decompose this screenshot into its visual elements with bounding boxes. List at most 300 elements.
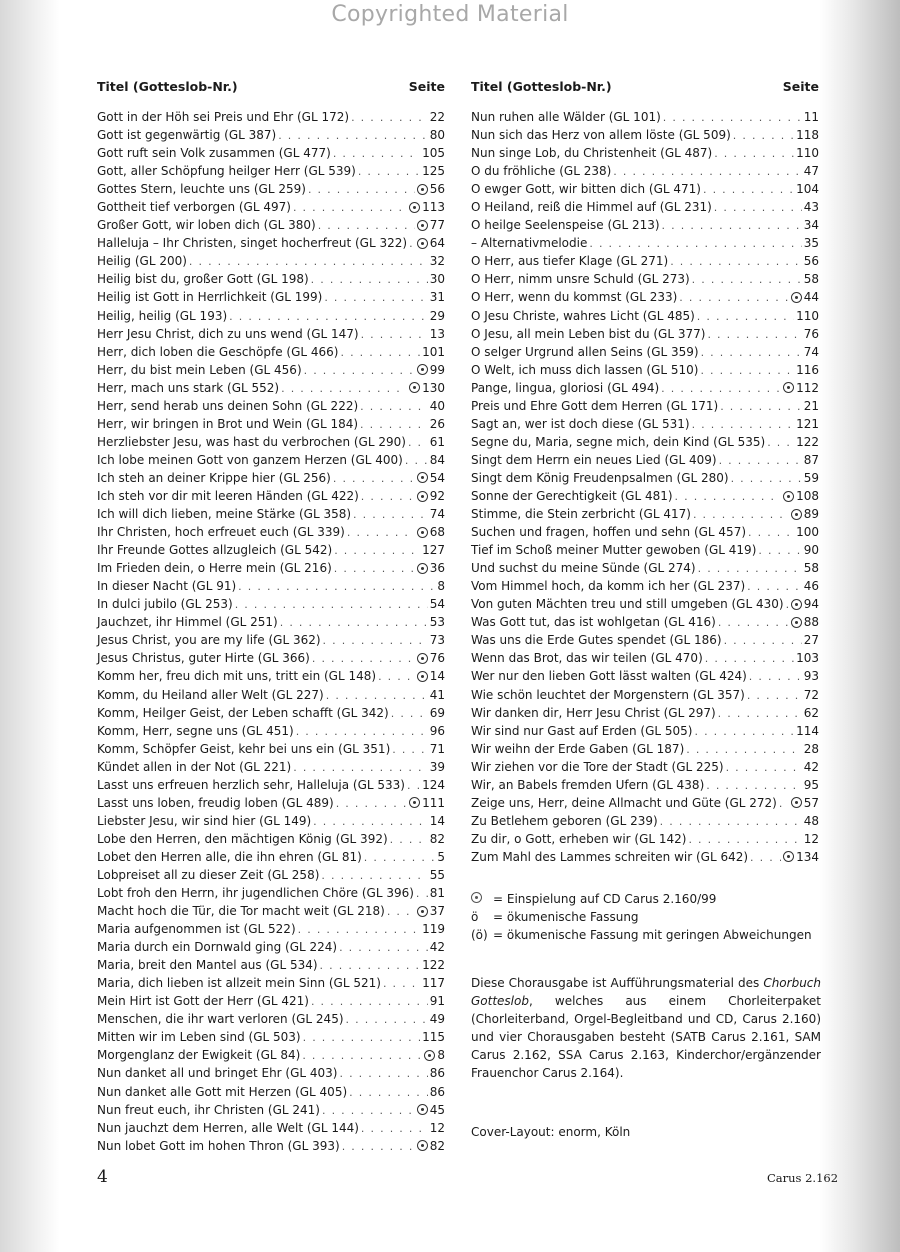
index-entry xyxy=(471,144,819,162)
entry-title: Sagt an, wer ist doch diese (GL 531) xyxy=(471,416,690,431)
entry-page: 115 xyxy=(422,1030,445,1045)
entry-page: 119 xyxy=(422,922,445,937)
index-entry xyxy=(471,776,819,794)
entry-page: 71 xyxy=(429,741,445,756)
dot-leader xyxy=(706,777,801,795)
dot-leader xyxy=(318,217,415,235)
entry-page: 27 xyxy=(803,633,819,648)
index-entry xyxy=(471,252,819,270)
entry-page: 96 xyxy=(429,723,445,738)
entry-title: Nun danket all und bringet Ehr (GL 403) xyxy=(97,1066,338,1081)
entry-page: 93 xyxy=(803,669,819,684)
entry-title: Herr, dich loben die Geschöpfe (GL 466) xyxy=(97,344,339,359)
entry-title: Mitten wir im Leben sind (GL 503) xyxy=(97,1030,301,1045)
entry-title: Ich steh vor dir mit leeren Händen (GL 422) xyxy=(97,488,359,503)
dot-leader xyxy=(786,596,789,614)
entry-page: 73 xyxy=(429,633,445,648)
entry-title: O ewger Gott, wir bitten dich (GL 471) xyxy=(471,182,701,197)
entry-page: 103 xyxy=(796,651,819,666)
index-entry xyxy=(97,162,445,180)
entry-page: 58 xyxy=(803,272,819,287)
entry-title: Und suchst du meine Sünde (GL 274) xyxy=(471,561,696,576)
entry-title: O Welt, ich muss dich lassen (GL 510) xyxy=(471,362,699,377)
entry-page: 104 xyxy=(796,182,819,197)
index-entry xyxy=(97,325,445,343)
dot-leader xyxy=(747,687,802,705)
entry-page: 100 xyxy=(796,525,819,540)
entry-title: Komm, du Heiland aller Welt (GL 227) xyxy=(97,687,324,702)
index-entry xyxy=(97,343,445,361)
legend-text: = ökumenische Fassung mit geringen Abweichungen xyxy=(493,928,812,942)
legend xyxy=(471,890,812,944)
entry-page: 122 xyxy=(422,958,445,973)
entry-page: 125 xyxy=(422,164,445,179)
entry-page: 117 xyxy=(422,976,445,991)
entry-title: O heilge Seelenspeise (GL 213) xyxy=(471,218,660,233)
entry-page: 110 xyxy=(796,308,819,323)
dot-leader xyxy=(280,614,428,632)
index-entry xyxy=(471,126,819,144)
entry-page: 43 xyxy=(803,200,819,215)
entry-page: 124 xyxy=(422,777,445,792)
entry-page: 62 xyxy=(803,705,819,720)
entry-page: 34 xyxy=(803,218,819,233)
entry-title: In dulci jubilo (GL 253) xyxy=(97,597,233,612)
entry-page: 8 xyxy=(437,579,445,594)
entry-title: Komm, Heilger Geist, der Leben schafft (GL 342) xyxy=(97,705,389,720)
index-entry xyxy=(471,162,819,180)
dot-leader xyxy=(408,434,428,452)
entry-title: Heilig bist du, großer Gott (GL 198) xyxy=(97,272,309,287)
entry-title: Nun singe Lob, du Christenheit (GL 487) xyxy=(471,146,713,161)
dot-leader xyxy=(779,795,789,813)
entry-title: Wie schön leuchtet der Morgenstern (GL 357) xyxy=(471,687,745,702)
entry-title: Maria, breit den Mantel aus (GL 534) xyxy=(97,958,318,973)
dot-leader xyxy=(353,506,428,524)
index-column-left xyxy=(97,78,445,1155)
index-entry xyxy=(97,830,445,848)
entry-title: Lasst uns loben, freudig loben (GL 489) xyxy=(97,795,334,810)
cd-icon xyxy=(791,599,802,610)
entry-page: 94 xyxy=(803,597,819,612)
dot-leader xyxy=(686,741,801,759)
cd-icon xyxy=(791,617,802,628)
dot-leader xyxy=(731,470,802,488)
entry-title: Im Frieden dein, o Herre mein (GL 216) xyxy=(97,561,332,576)
entry-title: Herr, mach uns stark (GL 552) xyxy=(97,380,280,395)
entry-title: Nun sich das Herz von allem löste (GL 509) xyxy=(471,128,731,143)
entry-page: 58 xyxy=(803,561,819,576)
entry-page: 130 xyxy=(422,380,445,395)
entry-page: 45 xyxy=(429,1102,445,1117)
entry-title: Liebster Jesu, wir sind hier (GL 149) xyxy=(97,813,312,828)
entry-title: Jesus Christ, you are my life (GL 362) xyxy=(97,633,321,648)
legend-row xyxy=(471,890,812,908)
index-entry xyxy=(471,379,819,397)
cd-icon xyxy=(791,509,802,520)
entry-page: 11 xyxy=(803,110,819,124)
entry-title: O Jesu, all mein Leben bist du (GL 377) xyxy=(471,326,706,341)
dot-leader xyxy=(750,849,781,867)
index-entry xyxy=(471,704,819,722)
cd-icon xyxy=(417,472,428,483)
entry-title: Wir, an Babels fremden Ufern (GL 438) xyxy=(471,777,705,792)
index-entry xyxy=(97,938,445,956)
index-entry xyxy=(471,415,819,433)
dot-leader xyxy=(692,271,802,289)
entry-page: 95 xyxy=(803,777,819,792)
entry-page: 55 xyxy=(429,867,445,882)
index-entry xyxy=(97,667,445,685)
index-entry xyxy=(471,397,819,415)
entry-title: Maria durch ein Dornwald ging (GL 224) xyxy=(97,940,338,955)
entry-title: – Alternativmelodie xyxy=(471,236,588,251)
dot-leader xyxy=(312,650,415,668)
note-text-1: Diese Chorausgabe ist Aufführungsmaterial des xyxy=(471,976,764,990)
dot-leader xyxy=(238,578,435,596)
entry-page: 14 xyxy=(429,669,445,684)
entry-page: 36 xyxy=(429,561,445,576)
cd-icon xyxy=(471,892,482,903)
entry-title: Herr Jesu Christ, dich zu uns wend (GL 147) xyxy=(97,326,359,341)
entry-title: O du fröhliche (GL 238) xyxy=(471,164,612,179)
dot-leader xyxy=(758,542,801,560)
entry-page: 113 xyxy=(422,200,445,215)
dot-leader xyxy=(694,723,794,741)
entry-page: 114 xyxy=(796,723,819,738)
entry-page: 91 xyxy=(429,994,445,1009)
index-entry xyxy=(97,866,445,884)
entry-page: 12 xyxy=(429,1120,445,1135)
entry-title: In dieser Nacht (GL 91) xyxy=(97,579,237,594)
entry-title: Komm, Herr, segne uns (GL 451) xyxy=(97,723,294,738)
dot-leader xyxy=(346,1011,428,1029)
dot-leader xyxy=(361,488,415,506)
entry-page: 41 xyxy=(429,687,445,702)
index-entry xyxy=(97,776,445,794)
entry-title: Halleluja – Ihr Christen, singet hocherfreut (GL 322) xyxy=(97,236,408,251)
entry-title: Nun danket alle Gott mit Herzen (GL 405) xyxy=(97,1084,348,1099)
entry-title: Gott ist gegenwärtig (GL 387) xyxy=(97,128,277,143)
entry-page: 86 xyxy=(429,1066,445,1081)
dot-leader xyxy=(663,109,802,127)
entry-page: 14 xyxy=(429,813,445,828)
entry-title: Herzliebster Jesu, was hast du verbrochen (GL 290) xyxy=(97,434,406,449)
entry-page: 127 xyxy=(422,543,445,558)
entry-title: O Herr, wenn du kommst (GL 233) xyxy=(471,290,678,305)
dot-leader xyxy=(688,831,801,849)
entry-title: Heilig (GL 200) xyxy=(97,254,187,269)
index-entry xyxy=(97,559,445,577)
index-entry xyxy=(97,234,445,252)
index-entry xyxy=(97,884,445,902)
entry-title: Wenn das Brot, das wir teilen (GL 470) xyxy=(471,651,703,666)
entry-page: 111 xyxy=(422,795,445,810)
index-entry xyxy=(471,469,819,487)
dot-leader xyxy=(718,614,789,632)
dot-leader xyxy=(334,560,415,578)
entry-title: Pange, lingua, gloriosi (GL 494) xyxy=(471,380,660,395)
entry-title: Was uns die Erde Gutes spendet (GL 186) xyxy=(471,633,722,648)
cd-icon xyxy=(409,202,420,213)
entry-page: 76 xyxy=(803,326,819,341)
index-entry xyxy=(471,649,819,667)
entry-page: 112 xyxy=(796,380,819,395)
index-entry xyxy=(471,487,819,505)
index-entry xyxy=(97,920,445,938)
index-entry xyxy=(97,541,445,559)
dot-leader xyxy=(703,181,794,199)
index-entry xyxy=(97,361,445,379)
entry-title: Was Gott tut, das ist wohlgetan (GL 416) xyxy=(471,615,716,630)
entry-page: 76 xyxy=(429,651,445,666)
index-entry xyxy=(97,487,445,505)
dot-leader xyxy=(302,1047,422,1065)
cd-icon xyxy=(417,238,428,249)
index-entry xyxy=(471,722,819,740)
entry-title: Lobpreiset all zu dieser Zeit (GL 258) xyxy=(97,867,320,882)
index-entry xyxy=(97,794,445,812)
page-number: 4 xyxy=(97,1167,108,1187)
dot-leader xyxy=(340,1065,428,1083)
entry-list-right xyxy=(471,108,819,866)
entry-title: Ich will dich lieben, meine Stärke (GL 358) xyxy=(97,507,352,522)
dot-leader xyxy=(349,1084,428,1102)
entry-page: 37 xyxy=(429,904,445,919)
column-header-page: Seite xyxy=(782,79,819,94)
entry-page: 8 xyxy=(437,1048,445,1063)
entry-title: Segne du, Maria, segne mich, dein Kind (GL 535) xyxy=(471,434,766,449)
note-book-title: Chorbuch Gotteslob xyxy=(471,976,821,1008)
dot-leader xyxy=(361,1120,428,1138)
entry-page: 54 xyxy=(429,597,445,612)
entry-title: Heilig, heilig (GL 193) xyxy=(97,308,228,323)
index-entry xyxy=(97,379,445,397)
dot-leader xyxy=(322,1102,415,1120)
entry-page: 48 xyxy=(803,813,819,828)
index-entry xyxy=(97,1119,445,1137)
entry-title: Wer nur den lieben Gott lässt walten (GL 424) xyxy=(471,669,747,684)
index-entry xyxy=(471,198,819,216)
index-entry xyxy=(471,451,819,469)
dot-leader xyxy=(296,723,428,741)
cover-credit: Cover-Layout: enorm, Köln xyxy=(471,1125,631,1139)
column-header-title: Titel (Gotteslob-Nr.) xyxy=(471,79,612,94)
index-entry xyxy=(471,325,819,343)
entry-title: Ihr Freunde Gottes allzugleich (GL 542) xyxy=(97,543,333,558)
entry-page: 99 xyxy=(429,362,445,377)
index-entry xyxy=(471,216,819,234)
entry-title: Heilig ist Gott in Herrlichkeit (GL 199) xyxy=(97,290,323,305)
index-entry xyxy=(97,1028,445,1046)
entry-title: Wir weihn der Erde Gaben (GL 187) xyxy=(471,741,685,756)
cd-icon xyxy=(791,797,802,808)
entry-title: O Jesu Christe, wahres Licht (GL 485) xyxy=(471,308,695,323)
dot-leader xyxy=(670,253,802,271)
index-entry xyxy=(97,1010,445,1028)
entry-title: Suchen und fragen, hoffen und sehn (GL 457) xyxy=(471,525,747,540)
index-entry xyxy=(471,794,819,812)
entry-page: 81 xyxy=(429,886,445,901)
entry-title: Morgenglanz der Ewigkeit (GL 84) xyxy=(97,1048,301,1063)
entry-title: Nun lobet Gott im hohen Thron (GL 393) xyxy=(97,1138,340,1153)
dot-leader xyxy=(700,362,794,380)
entry-page: 44 xyxy=(803,290,819,305)
index-entry xyxy=(471,631,819,649)
entry-page: 82 xyxy=(429,1138,445,1153)
dot-leader xyxy=(324,289,427,307)
cd-icon xyxy=(417,563,428,574)
dot-leader xyxy=(693,506,789,524)
index-entry xyxy=(97,523,445,541)
entry-title: Wir danken dir, Herr Jesu Christ (GL 297) xyxy=(471,705,716,720)
entry-title: Von guten Mächten treu und still umgeben (GL 430) xyxy=(471,597,784,612)
entry-page: 40 xyxy=(429,398,445,413)
dot-leader xyxy=(675,488,782,506)
entry-page: 72 xyxy=(803,687,819,702)
entry-page: 59 xyxy=(803,470,819,485)
dot-leader xyxy=(409,235,415,253)
cd-icon xyxy=(417,491,428,502)
entry-page: 77 xyxy=(429,218,445,233)
entry-page: 92 xyxy=(429,488,445,503)
entry-title: Gottheit tief verborgen (GL 497) xyxy=(97,200,291,215)
cd-icon xyxy=(417,364,428,375)
entry-page: 105 xyxy=(422,146,445,161)
dot-leader xyxy=(416,885,428,903)
index-entry xyxy=(97,108,445,126)
entry-title: Wir sind nur Gast auf Erden (GL 505) xyxy=(471,723,693,738)
dot-leader xyxy=(391,705,428,723)
index-entry xyxy=(97,451,445,469)
entry-title: Zu dir, o Gott, erheben wir (GL 142) xyxy=(471,831,687,846)
index-entry xyxy=(97,956,445,974)
cd-icon xyxy=(417,220,428,231)
dot-leader xyxy=(339,939,428,957)
dot-leader xyxy=(361,326,428,344)
entry-title: Nun ruhen alle Wälder (GL 101) xyxy=(471,110,661,124)
dot-leader xyxy=(341,344,421,362)
entry-page: 134 xyxy=(796,849,819,864)
column-header-page: Seite xyxy=(408,79,445,94)
index-entry xyxy=(471,595,819,613)
cd-icon xyxy=(791,292,802,303)
entry-page: 31 xyxy=(429,290,445,305)
entry-page: 101 xyxy=(422,344,445,359)
legend-row xyxy=(471,908,812,926)
index-entry xyxy=(97,505,445,523)
index-entry xyxy=(97,1083,445,1101)
entry-page: 68 xyxy=(429,525,445,540)
entry-title: Vom Himmel hoch, da komm ich her (GL 237) xyxy=(471,579,746,594)
dot-leader xyxy=(383,975,420,993)
entry-page: 116 xyxy=(796,362,819,377)
index-entry xyxy=(97,613,445,631)
index-entry xyxy=(97,704,445,722)
entry-page: 88 xyxy=(803,615,819,630)
dot-leader xyxy=(701,344,802,362)
index-entry xyxy=(471,758,819,776)
index-entry xyxy=(471,270,819,288)
dot-leader xyxy=(189,253,428,271)
dot-leader xyxy=(705,650,794,668)
dot-leader xyxy=(347,524,415,542)
cd-icon xyxy=(417,184,428,195)
entry-title: O Herr, nimm unsre Schuld (GL 273) xyxy=(471,272,690,287)
index-entry xyxy=(471,523,819,541)
index-entry xyxy=(471,812,819,830)
entry-page: 42 xyxy=(429,940,445,955)
dot-leader xyxy=(662,217,802,235)
index-entry xyxy=(471,505,819,523)
dot-leader xyxy=(333,470,415,488)
cd-icon xyxy=(417,906,428,917)
dot-leader xyxy=(748,524,794,542)
dot-leader xyxy=(323,632,428,650)
page-edge-shadow-left xyxy=(0,0,60,1252)
dot-leader xyxy=(326,687,428,705)
dot-leader xyxy=(719,452,802,470)
index-entry xyxy=(97,722,445,740)
entry-page: 86 xyxy=(429,1084,445,1099)
entry-page: 74 xyxy=(429,507,445,522)
cd-icon xyxy=(783,382,794,393)
entry-title: Kündet allen in der Not (GL 221) xyxy=(97,759,292,774)
dot-leader xyxy=(281,380,407,398)
dot-leader xyxy=(298,921,420,939)
index-entry xyxy=(97,180,445,198)
entry-page: 29 xyxy=(429,308,445,323)
cd-icon xyxy=(417,671,428,682)
entry-page: 53 xyxy=(429,615,445,630)
dot-leader xyxy=(405,452,428,470)
dot-leader xyxy=(387,903,415,921)
dot-leader xyxy=(692,416,795,434)
index-entry xyxy=(97,415,445,433)
entry-page: 46 xyxy=(803,579,819,594)
entry-page: 110 xyxy=(796,146,819,161)
entry-title: Ihr Christen, hoch erfreuet euch (GL 339) xyxy=(97,525,345,540)
index-entry xyxy=(97,686,445,704)
dot-leader xyxy=(747,578,802,596)
dot-leader xyxy=(278,127,428,145)
dot-leader xyxy=(358,163,420,181)
entry-title: Jesus Christus, guter Hirte (GL 366) xyxy=(97,651,310,666)
index-entry xyxy=(97,288,445,306)
cd-icon xyxy=(783,851,794,862)
index-entry xyxy=(97,433,445,451)
legend-text: = ökumenische Fassung xyxy=(493,910,639,924)
index-entry xyxy=(97,270,445,288)
entry-title: Gott in der Höh sei Preis und Ehr (GL 172) xyxy=(97,110,350,124)
entry-title: Sonne der Gerechtigkeit (GL 481) xyxy=(471,488,673,503)
dot-leader xyxy=(660,813,802,831)
entry-page: 21 xyxy=(803,398,819,413)
entry-title: Maria aufgenommen ist (GL 522) xyxy=(97,922,296,937)
legend-symbol: (ö) xyxy=(471,928,488,942)
entry-title: Lasst uns erfreuen herzlich sehr, Halleluja (GL 533) xyxy=(97,777,405,792)
dot-leader xyxy=(661,380,781,398)
cd-icon xyxy=(409,382,420,393)
index-entry xyxy=(97,812,445,830)
dot-leader xyxy=(720,398,802,416)
entry-page: 13 xyxy=(429,326,445,341)
dot-leader xyxy=(311,993,428,1011)
entry-page: 28 xyxy=(803,741,819,756)
dot-leader xyxy=(698,560,802,578)
entry-title: Preis und Ehre Gott dem Herren (GL 171) xyxy=(471,398,719,413)
entry-title: Lobe den Herren, den mächtigen König (GL 392) xyxy=(97,831,388,846)
